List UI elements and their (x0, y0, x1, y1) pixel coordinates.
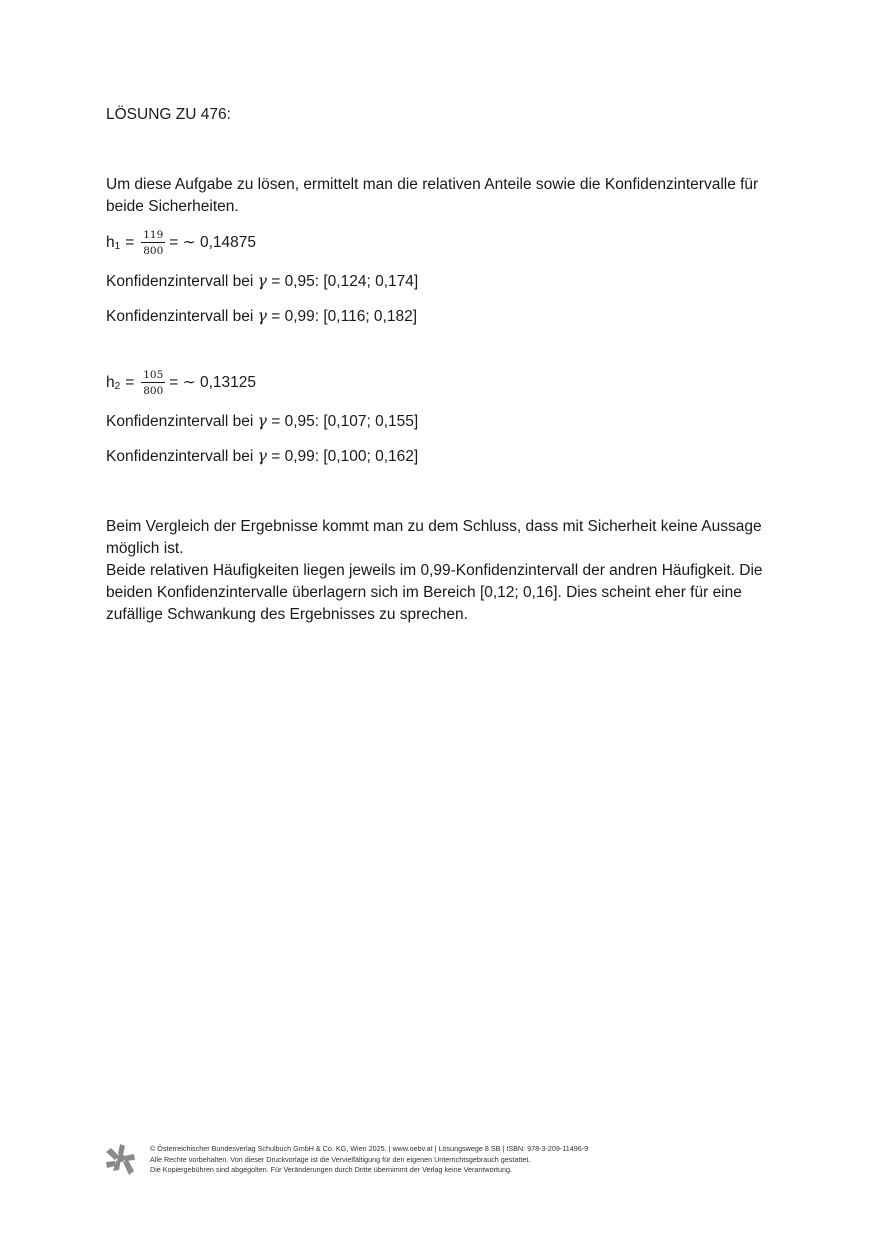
interval-prefix: Konfidenzintervall bei (106, 273, 254, 290)
h1-result: = ∼ 0,14875 (169, 234, 256, 251)
interval-value: = 0,95: [0,107; 0,155] (271, 413, 419, 430)
interval-prefix: Konfidenzintervall bei (106, 448, 254, 465)
interval-prefix: Konfidenzintervall bei (106, 308, 254, 325)
h1-symbol: h (106, 234, 115, 251)
h1-interval-95 (106, 270, 796, 293)
h2-equals: = (125, 374, 135, 391)
conclusion-paragraph-2: Beide relativen Häufigkeiten liegen jeweils im 0,99-Konfidenzintervall der andren Häufigkeit. Die beiden Konfidenzintervalle überlagern sich im Bereich [0,12; 0,16]. Dies scheint eher für eine zufällige Schwankung des Ergebnisses zu sprechen. (106, 562, 763, 623)
gamma-symbol: γ (257, 307, 267, 325)
gamma-symbol: γ (257, 447, 267, 465)
interval-value: = 0,95: [0,124; 0,174] (271, 273, 419, 290)
footer-rights: Alle Rechte vorbehalten. Von dieser Druckvorlage ist die Vervielfältigung für den eigenen Unterrichtsgebrauch gestattet. (150, 1154, 531, 1164)
solution-heading: LÖSUNG ZU 476: (106, 106, 231, 123)
interval-prefix: Konfidenzintervall bei (106, 413, 254, 430)
interval-value: = 0,99: [0,100; 0,162] (271, 448, 419, 465)
formula-h1 (106, 228, 796, 258)
h2-fraction (141, 369, 165, 397)
h2-interval-99 (106, 445, 796, 468)
gamma-symbol: γ (257, 412, 267, 430)
h2-interval-95 (106, 410, 796, 433)
gamma-symbol: γ (257, 272, 267, 290)
interval-value: = 0,99: [0,116; 0,182] (271, 308, 418, 325)
footer-text (150, 1144, 588, 1176)
h2-symbol: h (106, 374, 115, 391)
h1-subscript: 1 (114, 241, 121, 252)
h1-numerator: 119 (143, 229, 164, 241)
h2-subscript: 2 (114, 381, 121, 392)
h1-interval-99 (106, 305, 796, 328)
h1-fraction (141, 229, 165, 257)
page-footer (106, 1144, 806, 1176)
intro-paragraph: Um diese Aufgabe zu lösen, ermittelt man die relativen Anteile sowie die Konfidenzintervalle für beide Sicherheiten. (106, 176, 759, 215)
h2-result: = ∼ 0,13125 (169, 374, 256, 391)
footer-disclaimer: Die Kopiergebühren sind abgegolten. Für Veränderungen durch Dritte übernimmt der Verlag keine Verantwortung. (150, 1165, 512, 1175)
conclusion-paragraph-1: Beim Vergleich der Ergebnisse kommt man zu dem Schluss, dass mit Sicherheit keine Aussage möglich ist. (106, 518, 762, 557)
h2-denominator: 800 (143, 385, 164, 397)
solution-content (106, 104, 796, 626)
h1-equals: = (125, 234, 135, 251)
formula-h2 (106, 368, 796, 398)
footer-copyright: © Österreichischer Bundesverlag Schulbuch GmbH & Co. KG, Wien 2025. | www.oebv.at | Lösungswege 8 SB | ISBN: 978-3-209-11496-9 (150, 1144, 589, 1154)
h1-denominator: 800 (143, 245, 164, 257)
oebv-star-logo-icon (106, 1144, 136, 1176)
h2-numerator: 105 (143, 369, 164, 381)
